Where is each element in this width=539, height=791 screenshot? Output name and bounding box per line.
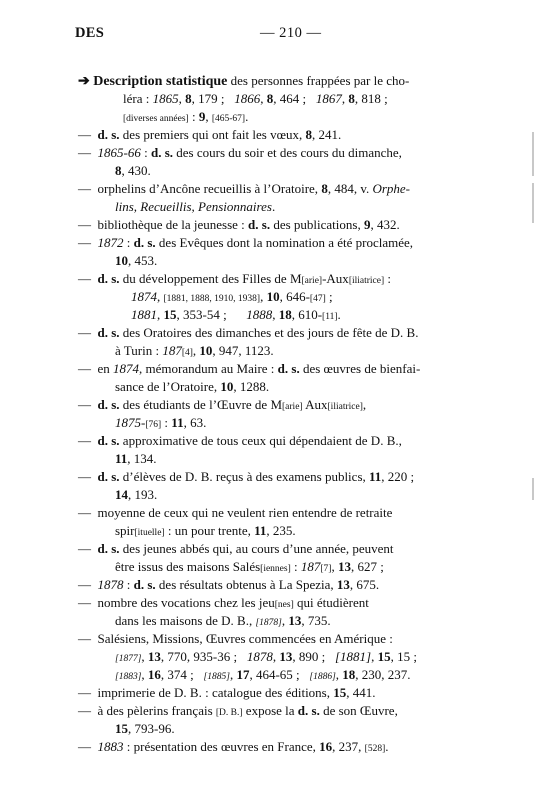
text-segment: - bbox=[141, 415, 146, 430]
text-segment: , 890 ; bbox=[292, 649, 335, 664]
text-segment: , 770, 935-36 ; bbox=[160, 649, 247, 664]
text-segment: d. s. bbox=[277, 361, 300, 376]
index-line bbox=[78, 468, 414, 486]
text-segment: 9 bbox=[363, 217, 371, 232]
text-segment: Aux bbox=[302, 397, 328, 412]
index-line bbox=[115, 414, 206, 432]
text-segment: 14 bbox=[115, 487, 128, 502]
text-segment: [ituelle] bbox=[134, 528, 165, 538]
text-segment: — bbox=[78, 397, 98, 412]
index-line bbox=[123, 108, 248, 126]
text-segment: 17 bbox=[236, 667, 250, 682]
text-segment: 1872 bbox=[97, 235, 124, 250]
text-segment: 8 bbox=[185, 91, 192, 106]
text-segment: [1878] bbox=[255, 618, 282, 628]
text-segment: , bbox=[178, 91, 186, 106]
text-segment: [1877] bbox=[115, 654, 142, 664]
text-segment: , bbox=[362, 397, 367, 412]
text-segment: d. s. bbox=[97, 397, 120, 412]
text-segment: des personnes frappées par le cho- bbox=[227, 73, 410, 88]
text-segment: , 1288. bbox=[233, 379, 270, 394]
text-segment: , bbox=[157, 307, 164, 322]
text-segment: qui étudièrent bbox=[293, 595, 369, 610]
index-line bbox=[78, 216, 400, 234]
index-line bbox=[78, 126, 341, 144]
text-segment: des résultats obtenus à La Spezia, bbox=[155, 577, 337, 592]
index-line bbox=[78, 234, 413, 252]
page-number: — 210 — bbox=[260, 25, 322, 41]
text-segment: — en bbox=[78, 361, 114, 376]
index-line bbox=[78, 432, 402, 450]
text-segment: 1866 bbox=[234, 91, 261, 106]
text-segment: . bbox=[337, 307, 341, 322]
text-segment: [iennes] bbox=[260, 564, 291, 574]
text-segment: d. s. bbox=[97, 325, 120, 340]
text-segment: 11 bbox=[115, 451, 128, 466]
text-segment: 1865 bbox=[152, 91, 179, 106]
index-line bbox=[131, 288, 333, 306]
text-segment: 1888 bbox=[246, 307, 273, 322]
text-segment: , bbox=[205, 109, 212, 124]
text-segment: 10 bbox=[220, 379, 234, 394]
text-segment: [465-67] bbox=[211, 114, 246, 124]
text-segment: des œuvres de bienfai- bbox=[299, 361, 421, 376]
text-segment: 13 bbox=[336, 577, 350, 592]
text-segment: 1878 bbox=[246, 649, 273, 664]
text-segment: , 235. bbox=[266, 523, 296, 538]
text-segment: , 353-54 ; bbox=[176, 307, 247, 322]
text-segment: — bibliothèque de la jeunesse : bbox=[78, 217, 249, 232]
text-segment: : un pour trente, bbox=[164, 523, 255, 538]
text-segment: 187 bbox=[300, 559, 321, 574]
text-segment: — bbox=[78, 127, 98, 142]
index-line bbox=[131, 306, 341, 324]
text-segment: [11] bbox=[322, 312, 338, 322]
text-segment: [1881] bbox=[334, 649, 372, 664]
text-segment: [1885] bbox=[203, 672, 230, 682]
index-line bbox=[78, 504, 392, 522]
text-segment: [1886] bbox=[309, 672, 336, 682]
margin-mark bbox=[532, 183, 534, 223]
text-segment: des Oratoires des dimanches et des jours de fête de D. B. bbox=[119, 325, 419, 340]
text-segment: , 646- bbox=[279, 289, 310, 304]
text-segment: , bbox=[281, 613, 289, 628]
text-segment: , 441. bbox=[346, 685, 376, 700]
text-segment: , bbox=[371, 649, 378, 664]
text-segment: , bbox=[272, 307, 279, 322]
text-segment: des Evêques dont la nomination a été proclamée, bbox=[155, 235, 414, 250]
text-segment: , 134. bbox=[127, 451, 157, 466]
text-segment: 16 bbox=[319, 739, 333, 754]
index-line bbox=[123, 90, 388, 108]
text-segment: , 241. bbox=[311, 127, 342, 142]
text-segment: léra : bbox=[123, 91, 153, 106]
text-segment: , 15 ; bbox=[390, 649, 417, 664]
text-segment: — bbox=[78, 271, 98, 286]
text-segment: , 432. bbox=[370, 217, 400, 232]
text-segment: , 675. bbox=[349, 577, 380, 592]
index-line bbox=[115, 558, 384, 576]
text-segment: des premiers qui ont fait les vœux, bbox=[119, 127, 306, 142]
text-segment: de son Œuvre, bbox=[319, 703, 398, 718]
text-segment: , bbox=[157, 289, 164, 304]
text-segment: 8 bbox=[305, 127, 312, 142]
text-segment: — bbox=[78, 325, 98, 340]
text-segment: , 610- bbox=[291, 307, 323, 322]
text-segment: [iliatrice] bbox=[327, 402, 363, 412]
margin-mark bbox=[532, 478, 534, 500]
text-segment: 10 bbox=[115, 253, 128, 268]
text-segment: d. s. bbox=[248, 217, 271, 232]
text-segment: — orphelins d’Ancône recueillis à l’Oratoire, bbox=[78, 181, 322, 196]
index-line bbox=[78, 738, 389, 756]
text-segment: ; bbox=[325, 289, 333, 304]
index-line bbox=[115, 486, 157, 504]
text-segment: 11 bbox=[171, 415, 184, 430]
text-segment: sance de l’Oratoire, bbox=[115, 379, 221, 394]
index-line bbox=[115, 648, 417, 666]
index-line bbox=[115, 612, 331, 630]
index-line bbox=[115, 342, 274, 360]
text-segment: 8 bbox=[115, 163, 122, 178]
text-segment: 1878 bbox=[97, 577, 124, 592]
text-segment: — bbox=[78, 235, 98, 250]
index-line bbox=[78, 594, 369, 612]
text-segment: des publications, bbox=[270, 217, 364, 232]
index-line bbox=[78, 396, 366, 414]
text-segment: , bbox=[331, 559, 338, 574]
text-segment: : bbox=[123, 235, 134, 250]
text-segment: , bbox=[141, 667, 148, 682]
text-segment: , bbox=[260, 91, 267, 106]
text-segment: , 484, v. bbox=[327, 181, 373, 196]
text-segment: [nes] bbox=[274, 600, 294, 610]
text-segment: , 179 ; bbox=[191, 91, 235, 106]
text-segment: 1874 bbox=[113, 361, 140, 376]
index-line bbox=[115, 198, 275, 216]
index-line bbox=[115, 666, 411, 684]
text-segment: , 374 ; bbox=[160, 667, 204, 682]
text-segment: : bbox=[123, 577, 134, 592]
text-segment: d. s. bbox=[133, 235, 156, 250]
text-segment: 15 bbox=[377, 649, 391, 664]
index-line bbox=[115, 162, 151, 180]
text-segment: — nombre des vocations chez les jeu bbox=[78, 595, 275, 610]
text-segment: , 220 ; bbox=[381, 469, 415, 484]
index-line bbox=[78, 180, 410, 198]
index-line bbox=[78, 360, 420, 378]
text-segment: — bbox=[78, 739, 98, 754]
text-segment: , 818 ; bbox=[354, 91, 388, 106]
text-segment: , bbox=[335, 667, 343, 682]
index-line bbox=[115, 378, 269, 396]
text-segment: , 63. bbox=[183, 415, 207, 430]
text-segment: — bbox=[78, 433, 98, 448]
text-segment: [arie] bbox=[282, 402, 303, 412]
text-segment: [diverses années] bbox=[123, 114, 189, 124]
text-segment: 187 bbox=[162, 343, 182, 358]
text-segment: , 453. bbox=[128, 253, 158, 268]
text-segment: — à des pèlerins français bbox=[78, 703, 216, 718]
text-segment: ➔ Description statistique bbox=[78, 74, 228, 89]
text-segment: 1874 bbox=[131, 289, 157, 304]
text-segment: d. s. bbox=[133, 577, 156, 592]
text-segment: 13 bbox=[279, 649, 293, 664]
index-line bbox=[78, 72, 409, 90]
text-segment: d. s. bbox=[150, 145, 174, 160]
text-segment: des étudiants de l’Œuvre de M bbox=[119, 397, 283, 412]
text-segment: être issus des maisons Salés bbox=[115, 559, 261, 574]
index-line bbox=[115, 252, 157, 270]
text-segment: , 193. bbox=[128, 487, 158, 502]
text-segment: [47] bbox=[309, 294, 326, 304]
text-segment: , bbox=[192, 343, 200, 358]
text-segment: 8 bbox=[266, 91, 274, 106]
text-segment: spir bbox=[115, 523, 135, 538]
text-segment: 8 bbox=[348, 91, 355, 106]
text-segment: [iliatrice] bbox=[348, 276, 385, 286]
text-segment: 15 bbox=[163, 307, 177, 322]
text-segment: , 464-65 ; bbox=[249, 667, 310, 682]
text-segment: expose la bbox=[242, 703, 298, 718]
text-segment: , bbox=[341, 91, 349, 106]
text-segment: -Aux bbox=[322, 271, 349, 286]
text-segment: 9 bbox=[198, 109, 206, 124]
text-segment: approximative de tous ceux qui dépendaient de D. B., bbox=[119, 433, 402, 448]
text-segment: : présentation des œuvres en France, bbox=[123, 739, 320, 754]
text-segment: — Salésiens, Missions, Œuvres commencées en Amérique : bbox=[78, 631, 393, 646]
text-segment: — bbox=[78, 145, 98, 160]
index-line bbox=[78, 630, 393, 648]
text-segment: 18 bbox=[278, 307, 292, 322]
text-segment: 10 bbox=[266, 289, 280, 304]
running-head: DES bbox=[75, 25, 105, 41]
text-segment: d. s. bbox=[297, 703, 320, 718]
text-segment: , bbox=[141, 649, 148, 664]
index-line bbox=[78, 324, 418, 342]
text-segment: [1883] bbox=[115, 672, 142, 682]
text-segment: des jeunes abbés qui, au cours d’une année, peuvent bbox=[119, 541, 394, 556]
text-segment: — bbox=[78, 469, 98, 484]
text-segment: — bbox=[78, 541, 98, 556]
text-segment: , mémorandum au Maire : bbox=[139, 361, 278, 376]
text-segment: [76] bbox=[145, 420, 162, 430]
text-segment: — moyenne de ceux qui ne veulent rien entendre de retraite bbox=[78, 505, 393, 520]
text-segment: 11 bbox=[369, 469, 382, 484]
text-segment: Orphe- bbox=[372, 181, 411, 196]
text-segment: [528] bbox=[364, 744, 386, 754]
text-segment: 16 bbox=[147, 667, 161, 682]
text-segment: 1883 bbox=[97, 739, 124, 754]
index-line bbox=[78, 684, 376, 702]
text-segment: 13 bbox=[288, 613, 302, 628]
text-segment: : bbox=[188, 109, 199, 124]
index-line bbox=[115, 720, 175, 738]
text-segment: . bbox=[271, 199, 276, 214]
text-segment: , 230, 237. bbox=[355, 667, 411, 682]
text-segment: 1881 bbox=[131, 307, 157, 322]
text-segment: : bbox=[140, 145, 151, 160]
text-segment: , bbox=[272, 649, 280, 664]
index-line bbox=[78, 576, 379, 594]
text-segment: d. s. bbox=[97, 127, 120, 142]
text-segment: 13 bbox=[147, 649, 161, 664]
index-line bbox=[78, 540, 394, 558]
text-segment: 15 bbox=[115, 721, 128, 736]
text-segment: — bbox=[78, 577, 98, 592]
index-line bbox=[78, 270, 391, 288]
text-segment: 1865-66 bbox=[97, 145, 141, 160]
text-segment: d. s. bbox=[97, 469, 120, 484]
text-segment: d. s. bbox=[97, 433, 120, 448]
index-line bbox=[115, 450, 157, 468]
text-segment: d. s. bbox=[97, 541, 120, 556]
text-segment: [D. B.] bbox=[215, 708, 243, 718]
text-segment: 1875 bbox=[115, 415, 141, 430]
text-segment: , 793-96. bbox=[128, 721, 175, 736]
text-segment: d’élèves de D. B. reçus à des examens publics, bbox=[119, 469, 369, 484]
text-segment: 18 bbox=[342, 667, 356, 682]
text-segment: [1881, 1888, 1910, 1938] bbox=[163, 294, 261, 304]
text-segment: , bbox=[229, 667, 237, 682]
text-segment: à Turin : bbox=[115, 343, 163, 358]
text-segment: . bbox=[245, 109, 249, 124]
text-segment: — imprimerie de D. B. : catalogue des éditions, bbox=[78, 685, 334, 700]
text-segment: , 627 ; bbox=[350, 559, 384, 574]
index-line bbox=[78, 144, 402, 162]
index-line bbox=[115, 522, 296, 540]
text-segment: 15 bbox=[333, 685, 347, 700]
text-segment: , bbox=[260, 289, 267, 304]
text-segment: 1867 bbox=[315, 91, 342, 106]
text-segment: [4] bbox=[181, 348, 193, 358]
text-segment: : bbox=[290, 559, 301, 574]
text-segment: dans les maisons de D. B., bbox=[115, 613, 256, 628]
text-segment: : bbox=[384, 271, 392, 286]
text-segment: du développement des Filles de M bbox=[119, 271, 302, 286]
index-line bbox=[78, 702, 398, 720]
text-segment: 10 bbox=[199, 343, 213, 358]
text-segment: , 464 ; bbox=[273, 91, 316, 106]
text-segment: , 237, bbox=[332, 739, 365, 754]
text-segment: : bbox=[161, 415, 172, 430]
text-segment: 13 bbox=[337, 559, 351, 574]
text-segment: . bbox=[385, 739, 389, 754]
text-segment: [arie] bbox=[301, 276, 323, 286]
text-segment: d. s. bbox=[97, 271, 120, 286]
text-segment: des cours du soir et des cours du dimanche, bbox=[173, 145, 402, 160]
text-segment: 8 bbox=[321, 181, 328, 196]
text-segment: , 430. bbox=[121, 163, 151, 178]
text-segment: lins, Recueillis, Pensionnaires bbox=[115, 199, 272, 214]
margin-mark bbox=[532, 132, 534, 176]
text-segment: , 735. bbox=[301, 613, 331, 628]
text-segment: [7] bbox=[320, 564, 332, 574]
text-segment: , 947, 1123. bbox=[212, 343, 274, 358]
text-segment: 11 bbox=[254, 523, 267, 538]
